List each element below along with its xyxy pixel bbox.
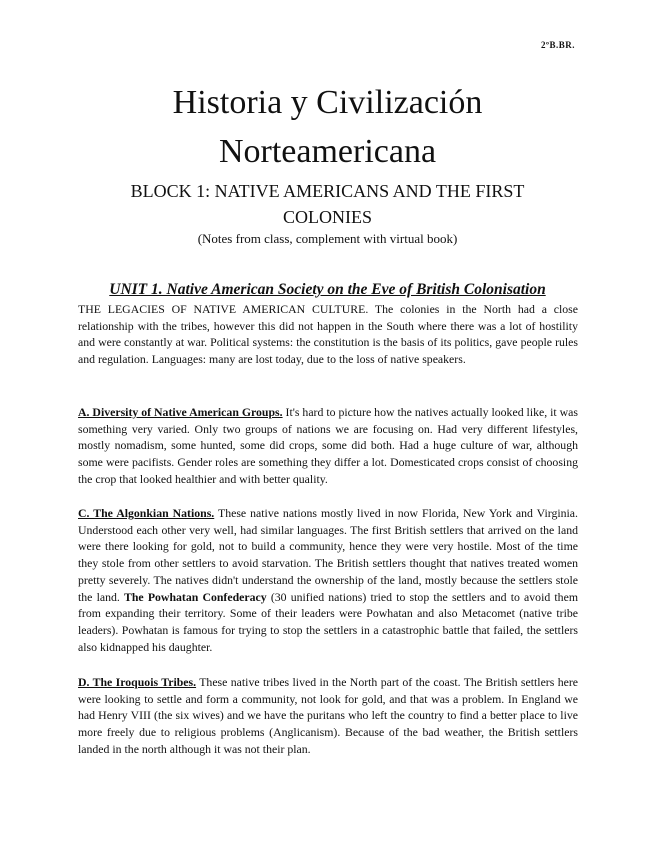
paragraph-algonkian	[78, 505, 578, 655]
paragraph-legacies	[78, 301, 578, 368]
bold-term: The Powhatan Confederacy	[124, 589, 267, 604]
section-heading: D. The Iroquois Tribes.	[78, 675, 197, 689]
block-heading	[60, 178, 595, 230]
unit-title: UNIT 1. Native American Society on the Eve of British Colonisation	[109, 281, 546, 298]
subtitle-note: (Notes from class, complement with virtual book)	[197, 231, 458, 246]
paragraph-text: These native tribes lived in the North part of the coast. The British settlers here were looking to settle and form a community, not look for gold, and that was a problem. In England we had Henry VIII (the six wives) and we have the puritans who left the country to find a better place to live more freely due to religious problems (Anglicanism). Because of the bad weather, the British settlers landed in the north although it was not their plan.	[78, 675, 578, 756]
block-heading-line1: BLOCK 1: NATIVE AMERICANS AND THE FIRST	[130, 181, 525, 201]
page-title-line2: Norteamericana	[218, 133, 437, 170]
section-heading: A. Diversity of Native American Groups.	[78, 405, 283, 419]
paragraph-text: It's hard to picture how the natives actually looked like, it was something very varied. Only two groups of nations we are focusing on. Had very different lifestyles, mostly nomadism, some hunted, some did crops, some did both. Had a huge culture of war, although some were pacifists. Gender roles are something they differ a lot. Domesticated crops consist of choosing the crop that looked healthier and with better quality.	[78, 405, 578, 486]
page-title-line1: Historia y Civilización	[172, 84, 483, 121]
paragraph-text: THE LEGACIES OF NATIVE AMERICAN CULTURE. The colonies in the North had a close relationship with the tribes, however this did not happen in the South where there was a lot of hostility and were constantly at war. Political systems: the constitution is the basis of its politics, gave people rules and regulation. Languages: many are lost today, due to the loss of native speakers.	[78, 302, 578, 367]
paragraph-text: (30 unified nations) tried to stop the settlers and to avoid them from expanding their territory. Some of their leaders were Powhatan and also Metacomet (native tribe leaders). Powhatan is famous for trying to stop the settlers in a catastrophic battle that failed, the settlers also kidnapped his daughter.	[78, 589, 578, 654]
paragraph-iroquois	[78, 674, 578, 758]
block-heading-line2: COLONIES	[283, 207, 372, 227]
section-heading: C. The Algonkian Nations.	[78, 506, 215, 520]
course-label: 2ºB.BR.	[541, 40, 575, 50]
paragraph-diversity	[78, 404, 578, 488]
paragraph-text: These native nations mostly lived in now Florida, New York and Virginia. Understood each other very well, had similar languages. The first British settlers that arrived on the land were there looking for gold, not to build a community, hence they were very hostile. Most of the time they stole from other settlers to avoid starvation. The British settlers thought that natives treated women pretty severely. The natives didn't understand the ownership of the land, mostly because the settlers stole the land.	[78, 506, 578, 604]
